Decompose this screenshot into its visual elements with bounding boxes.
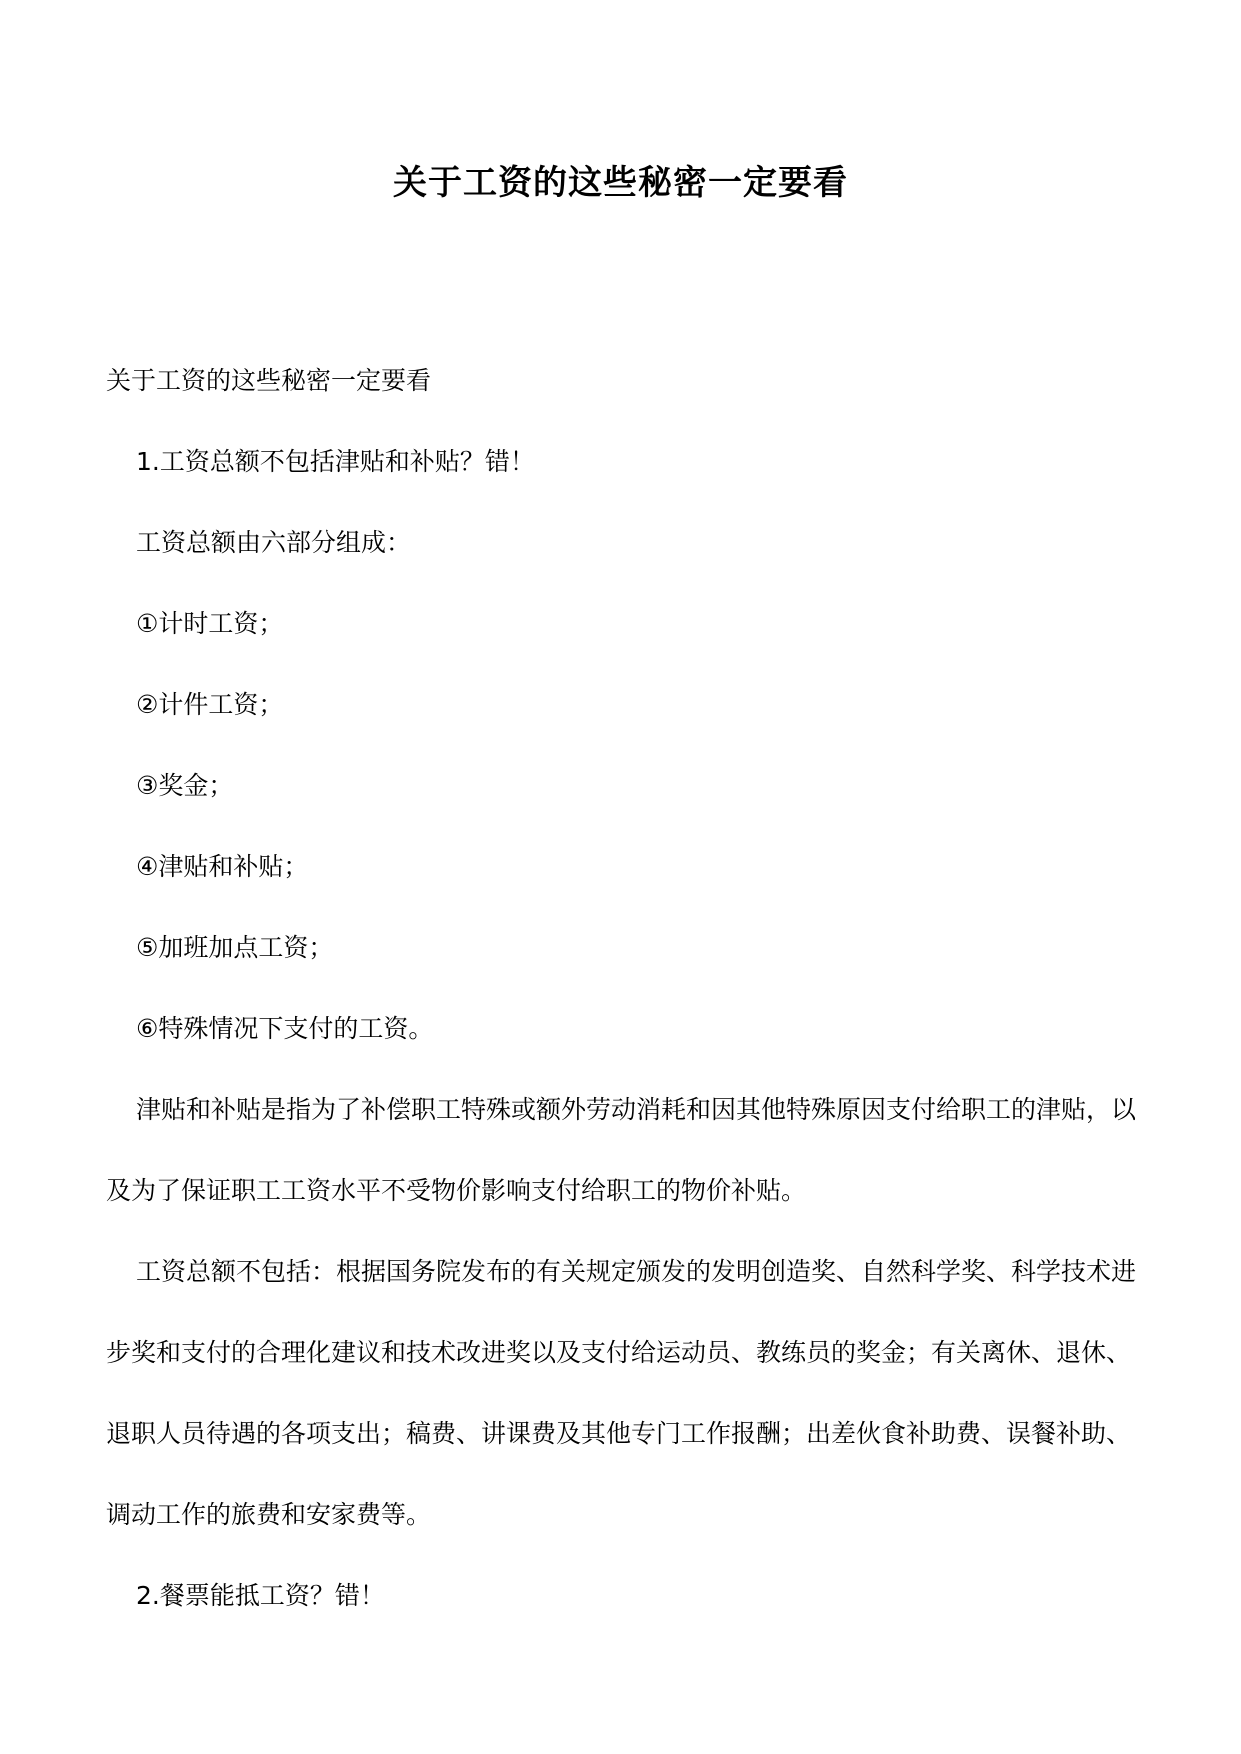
list-item: ①计时工资； [136, 609, 284, 638]
list-item: ②计件工资； [136, 690, 284, 719]
paragraph-heading-2: 2.餐票能抵工资？错！ [136, 1581, 385, 1610]
paragraph: 工资总额不包括：根据国务院发布的有关规定颁发的发明创造奖、自然科学奖、科学技术进步奖和支付的合理化建议和技术改进奖以及支付给运动员、教练员的奖金；有关离休、退休、退职人员待遇的各项支出；稿费、讲课费及其他专门工作报酬；出差伙食补助费、误餐补助、调动工作的旅费和安家费等。 [106, 1257, 1137, 1529]
paragraph-subtitle: 关于工资的这些秘密一定要看 [106, 366, 432, 395]
list-item: ③奖金； [136, 771, 234, 800]
list-item: ⑤加班加点工资； [136, 933, 334, 962]
paragraph: 工资总额由六部分组成： [136, 528, 412, 557]
list-item: ④津贴和补贴； [136, 852, 309, 881]
paragraph: 津贴和补贴是指为了补偿职工特殊或额外劳动消耗和因其他特殊原因支付给职工的津贴，以及为了保证职工工资水平不受物价影响支付给职工的物价补贴。 [106, 1095, 1137, 1205]
document-body [106, 340, 1146, 1636]
list-item: ⑥特殊情况下支付的工资。 [136, 1014, 434, 1043]
document-title: 关于工资的这些秘密一定要看 [393, 163, 848, 203]
paragraph-heading-1: 1.工资总额不包括津贴和补贴？错！ [136, 447, 535, 476]
